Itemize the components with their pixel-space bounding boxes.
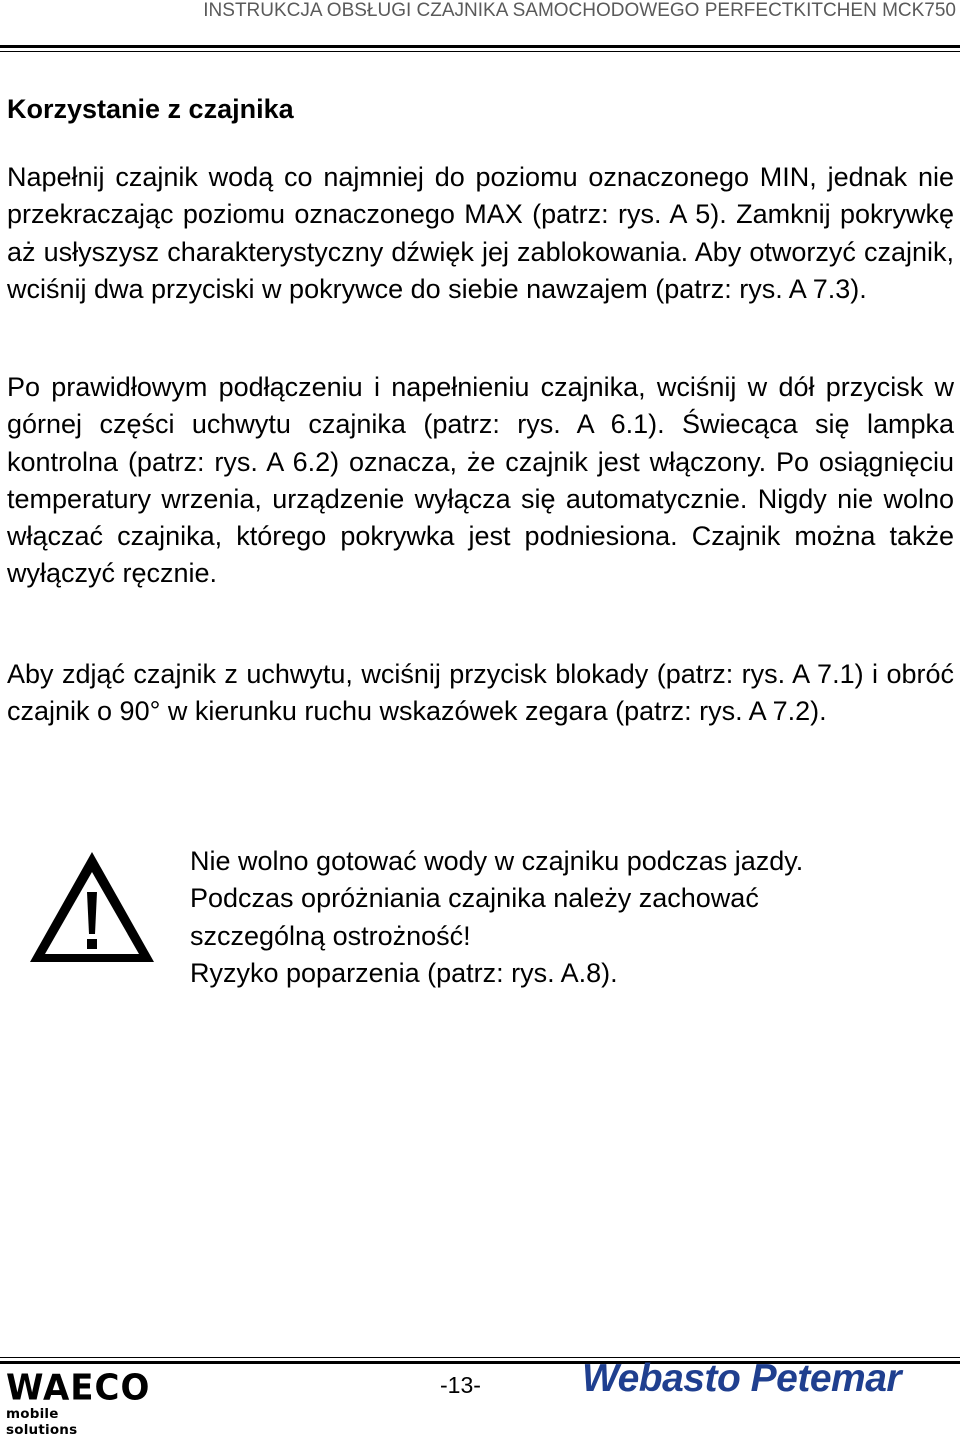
waeco-wordmark: WAECO [6,1367,151,1409]
paragraph-switching-on: Po prawidłowym podłączeniu i napełnieniu czajnika, wciśnij w dół przycisk w górnej części uchwytu czajnika (patrz: rys. A 6.1). Świecąca się lampka kontrolna (patrz: rys. A 6.2) oznacza, że czajnik jest włączony. Po osiągnięciu temperatury wrzenia, urządzenie wyłącza się automatycznie. Nigdy nie wolno włączać czajnika, którego pokrywka jest podniesiona. Czajnik można także wyłączyć ręcznie. [7,372,954,589]
section-title: Korzystanie z czajnika [7,94,294,124]
paragraph-removing: Aby zdjąć czajnik z uchwytu, wciśnij przycisk blokady (patrz: rys. A 7.1) i obróć czajnik o 90° w kierunku ruchu wskazówek zegara (patrz: rys. A 7.2). [7,659,954,727]
waeco-logo [6,1367,151,1438]
warning-triangle-icon [26,848,158,966]
header-divider-thin [0,51,960,52]
warning-line: Podczas opróżniania czajnika należy zachować [190,883,759,914]
page-number: -13- [440,1372,481,1398]
paragraph-filling: Napełnij czajnik wodą co najmniej do poziomu oznaczonego MIN, jednak nie przekraczając poziomu oznaczonego MAX (patrz: rys. A 5). Zamknij pokrywkę aż usłyszysz charakterystyczny dźwięk jej zablokowania. Aby otworzyć czajnik, wciśnij dwa przyciski w pokrywce do siebie nawzajem (patrz: rys. A 7.3). [7,162,954,304]
webasto-petemar-wordmark: Webasto Petemar [582,1357,902,1400]
warning-line: szczególną ostrożność! [190,920,471,951]
waeco-tagline: mobile solutions [6,1406,78,1438]
warning-line: Nie wolno gotować wody w czajniku podczas jazdy. [190,846,804,876]
running-header: INSTRUKCJA OBSŁUGI CZAJNIKA SAMOCHODOWEGO PERFECTKITCHEN MCK750 [203,0,956,21]
warning-text [190,843,950,992]
header-divider [0,45,960,48]
webasto-petemar-logo [582,1354,958,1404]
warning-line: Ryzyko poparzenia (patrz: rys. A.8). [190,957,618,988]
